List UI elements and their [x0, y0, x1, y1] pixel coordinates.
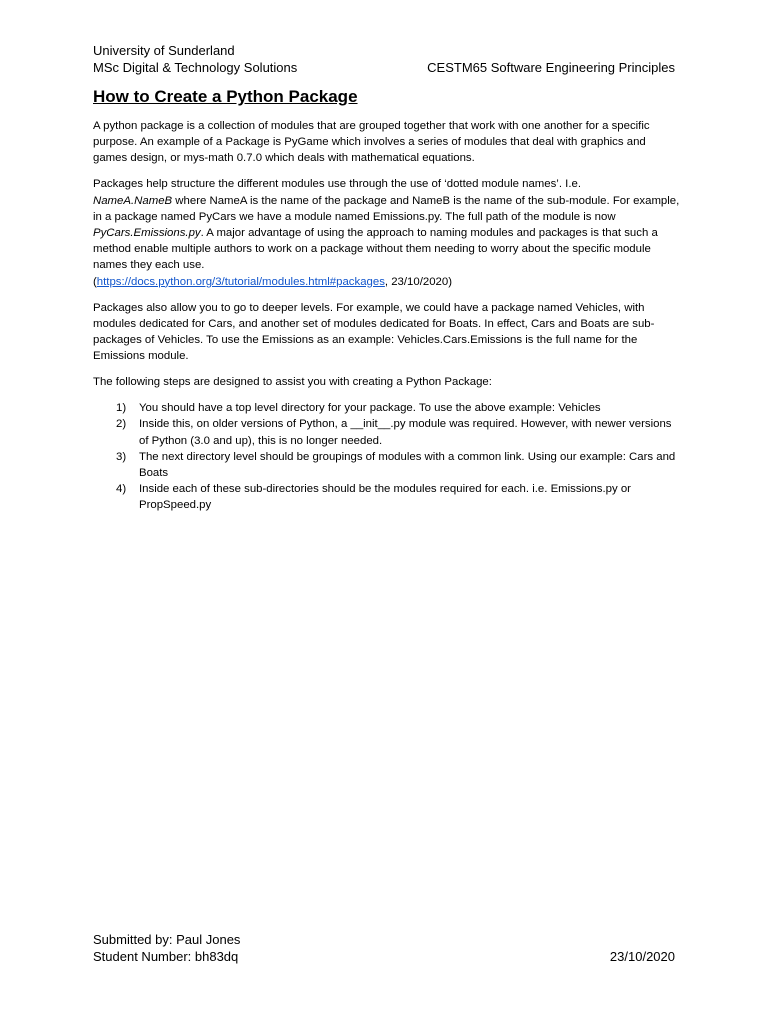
- page-footer: [93, 931, 675, 965]
- course-name: MSc Digital & Technology Solutions: [93, 60, 298, 75]
- list-item-number: 1): [116, 402, 127, 415]
- paragraph-dotted-names: [93, 176, 683, 289]
- citation-open: (: [93, 275, 97, 288]
- dotted-name-example: NameA.NameB: [93, 194, 173, 207]
- paragraph-dotted-lead: Packages help structure the different modules use through the use of ‘dotted module names’. I.e.: [93, 178, 581, 191]
- student-number: Student Number: bh83dq: [93, 949, 239, 964]
- submitted-by: Submitted by: Paul Jones: [93, 932, 241, 947]
- list-item-text: Inside this, on older versions of Python, a __init__.py module was required. However, with newer versions of Python (3.0 and up), this is no longer needed.: [139, 418, 672, 447]
- list-item: [93, 400, 683, 416]
- list-item: [93, 449, 683, 481]
- list-item-number: 3): [116, 450, 127, 463]
- paragraph-dotted-rest: . A major advantage of using the approach to naming modules and packages is that such a method enable multiple authors to work on a package without them needing to worry about the specific module names they each use.: [93, 227, 658, 272]
- list-item-number: 2): [116, 418, 127, 431]
- paragraph-intro: A python package is a collection of modules that are grouped together that work with one another for a specific purpose. An example of a Package is PyGame which involves a series of modules that deal with graphics and games design, or mys-math 0.7.0 which deals with mathematical equations.: [93, 120, 650, 165]
- document-title: How to Create a Python Package: [93, 87, 358, 106]
- module-name: CESTM65 Software Engineering Principles: [427, 60, 675, 75]
- list-item-text: Inside each of these sub-directories should be the modules required for each. i.e. Emissions.py or PropSpeed.py: [139, 483, 631, 512]
- list-item: [93, 416, 683, 448]
- list-item-text: The next directory level should be groupings of modules with a common link. Using our example: Cars and Boats: [139, 450, 676, 480]
- module-path-example: PyCars.Emissions.py: [93, 227, 201, 240]
- python-docs-link[interactable]: https://docs.python.org/3/tutorial/modules.html#packages: [96, 275, 385, 288]
- footer-student-row: [93, 948, 675, 965]
- paragraph-dotted-middle: where NameA is the name of the package and NameB is the name of the sub-module. For example, in a package named PyCars we have a module named Emissions.py. The full path of the module is now: [93, 194, 680, 223]
- steps-list: [93, 400, 683, 513]
- page-header: [93, 42, 675, 76]
- list-item-text: You should have a top level directory for your package. To use the above example: Vehicles: [139, 402, 601, 415]
- citation-close: , 23/10/2020): [384, 275, 453, 288]
- university-name: University of Sunderland: [93, 43, 235, 58]
- list-item-number: 4): [116, 483, 127, 496]
- document-body: [93, 118, 683, 514]
- paragraph-deeper-levels: Packages also allow you to go to deeper levels. For example, we could have a package named Vehicles, with modules dedicated for Cars, and another set of modules dedicated for Boats. In effect, Cars and Boats are sub-packages of Vehicles. To use the Emissions as an example: Vehicles.Cars.Emissions is the full name for the Emissions module.: [93, 301, 655, 363]
- submission-date: 23/10/2020: [609, 949, 675, 964]
- list-item: [93, 481, 683, 513]
- header-course-row: [93, 59, 675, 76]
- paragraph-steps-intro: The following steps are designed to assist you with creating a Python Package:: [93, 376, 492, 389]
